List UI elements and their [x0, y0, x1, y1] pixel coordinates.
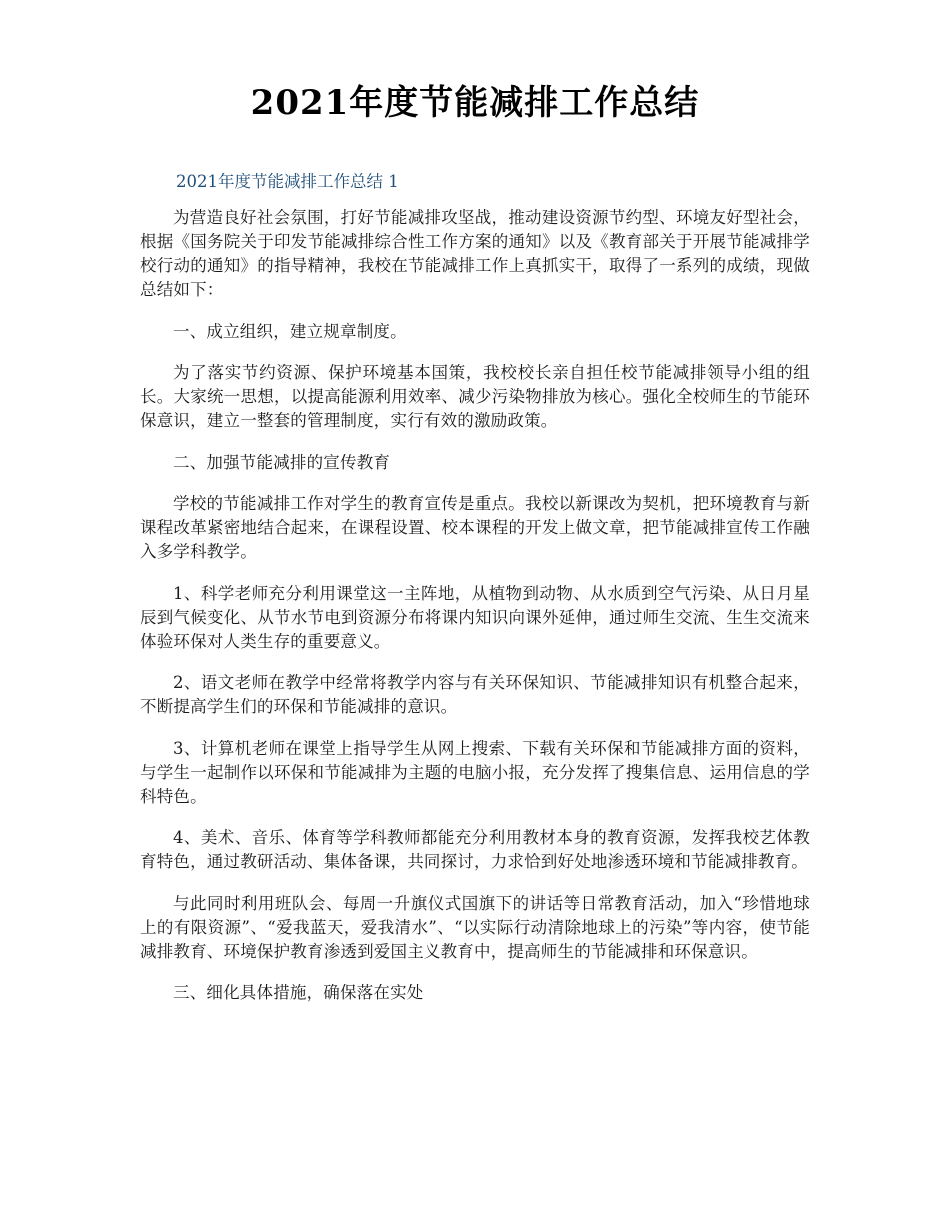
section-heading: 2021年度节能减排工作总结 1: [176, 172, 399, 191]
heading-one: 一、成立组织，建立规章制度。: [173, 321, 407, 341]
document-title: 2021年度节能减排工作总结: [250, 83, 700, 123]
paragraph-intro: 为营造良好社会氛围，打好节能减排攻坚战，推动建设资源节约型、环境友好型社会，根据《国务院关于印发节能减排综合性工作方案的通知》以及《教育部关于开展节能减排学校行动的通知》的指导精神，我校在节能减排工作上真抓实干，取得了一系列的成绩，现做总结如下：: [140, 208, 810, 299]
document-body: [140, 206, 810, 1023]
heading-two: 二、加强节能减排的宣传教育: [173, 452, 391, 472]
paragraph: 学校的节能减排工作对学生的教育宣传是重点。我校以新课改为契机，把环境教育与新课程改革紧密地结合起来，在课程设置、校本课程的开发上做文章，把节能减排宣传工作融入多学科教学。: [140, 494, 810, 561]
paragraph-item-2: 2、语文老师在教学中经常将教学内容与有关环保知识、节能减排知识有机整合起来，不断提高学生们的环保和节能减排的意识。: [140, 673, 810, 716]
paragraph-item-4: 4、美术、音乐、体育等学科教师都能充分利用教材本身的教育资源，发挥我校艺体教育特色，通过教研活动、集体备课，共同探讨，力求恰到好处地渗透环境和节能减排教育。: [140, 828, 810, 871]
paragraph: 与此同时利用班队会、每周一升旗仪式国旗下的讲话等日常教育活动，加入“珍惜地球上的有限资源”、“爱我蓝天，爱我清水”、“以实际行动清除地球上的污染”等内容，使节能减排教育、环境保护教育渗透到爱国主义教育中，提高师生的节能减排和环保意识。: [140, 893, 810, 961]
paragraph-item-3: 3、计算机老师在课堂上指导学生从网上搜索、下载有关环保和节能减排方面的资料，与学生一起制作以环保和节能减排为主题的电脑小报，充分发挥了搜集信息、运用信息的学科特色。: [140, 738, 810, 806]
paragraph: 为了落实节约资源、保护环境基本国策，我校校长亲自担任校节能减排领导小组的组长。大家统一思想，以提高能源利用效率、减少污染物排放为核心。强化全校师生的节能环保意识，建立一整套的管理制度，实行有效的激励政策。: [140, 363, 810, 430]
paragraph-item-1: 1、科学老师充分利用课堂这一主阵地，从植物到动物、从水质到空气污染、从日月星辰到气候变化、从节水节电到资源分布将课内知识向课外延伸，通过师生交流、生生交流来体验环保对人类生存的重要意义。: [140, 583, 810, 651]
heading-three: 三、细化具体措施，确保落在实处: [173, 983, 424, 1002]
